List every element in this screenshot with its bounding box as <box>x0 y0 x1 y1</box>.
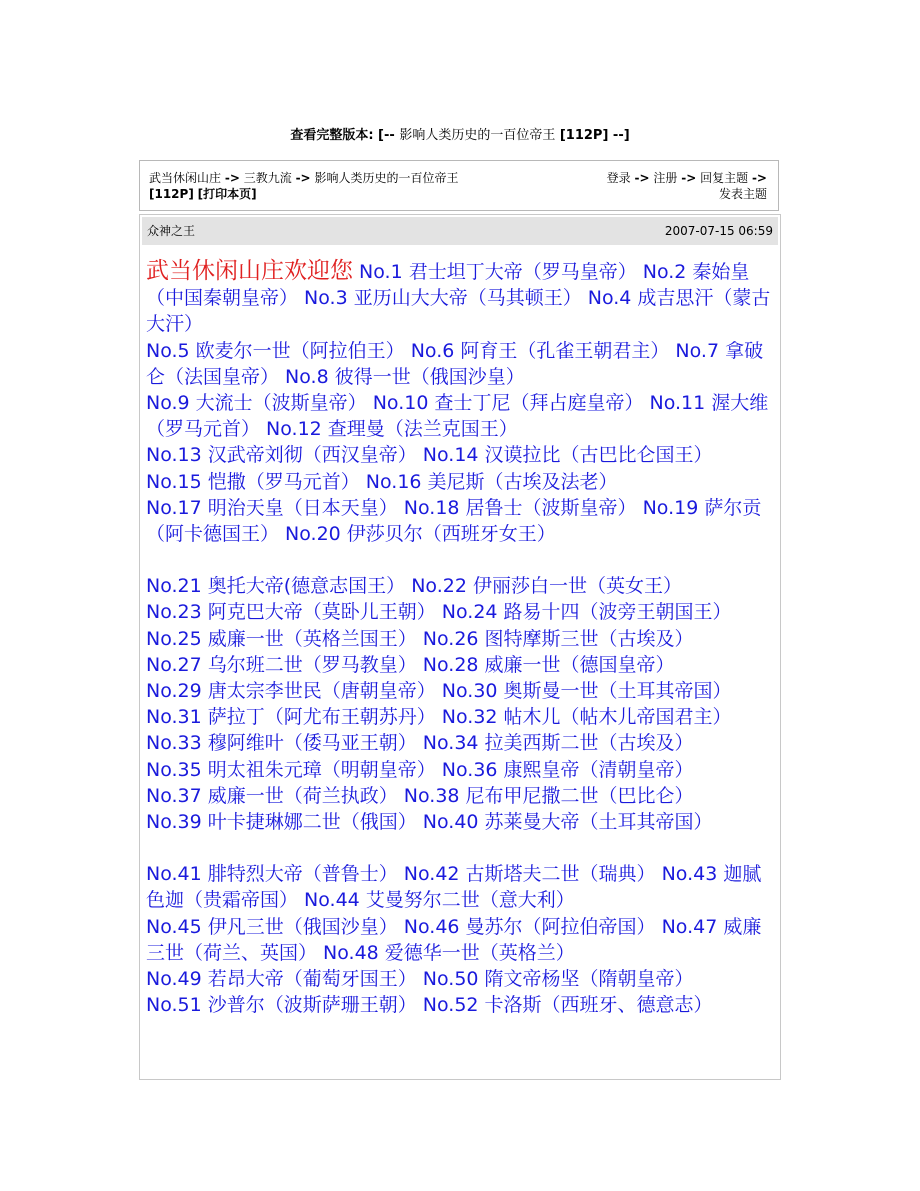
post-line: No.29 唐太宗李世民（唐朝皇帝） No.30 奥斯曼一世（土耳其帝国） No.31 萨拉丁（阿尤布王朝苏丹） No.32 帖木儿（帖木儿帝国君主） <box>146 680 732 729</box>
post-body <box>146 258 774 1018</box>
navigation-bar <box>139 160 779 211</box>
post-line: No.1 君士坦丁大帝（罗马皇帝） No.2 秦始皇（中国秦朝皇帝） No.3 亚历山大大帝（马其顿王） No.4 成吉思汗（蒙古大汗） <box>146 261 771 336</box>
action-separator: -> <box>681 171 697 185</box>
post-line: No.33 穆阿维叶（倭马亚王朝） No.34 拉美西斯二世（古埃及） <box>146 732 694 755</box>
post-line: No.27 乌尔班二世（罗马教皇） No.28 威廉一世（德国皇帝） <box>146 653 675 676</box>
breadcrumb-separator: -> <box>224 171 240 185</box>
register-link[interactable]: 注册 <box>653 171 678 185</box>
post-line: No.35 明太祖朱元璋（明朝皇帝） No.36 康熙皇帝（清朝皇帝） <box>146 758 694 781</box>
full-version-prefix: [-- <box>378 128 395 143</box>
post-line: No.17 明治天皇（日本天皇） No.18 居鲁士（波斯皇帝） No.19 萨尔贡（阿卡德国王） No.20 伊莎贝尔（西班牙女王） <box>146 496 762 546</box>
welcome-text: 武当休闲山庄欢迎您 <box>146 258 353 284</box>
reply-link[interactable]: 回复主题 <box>700 171 749 185</box>
full-version-suffix: [112P] --] <box>559 128 630 143</box>
action-separator: -> <box>751 171 767 185</box>
new-topic-link[interactable]: 发表主题 <box>718 187 767 201</box>
action-separator: -> <box>634 171 650 185</box>
post-paragraph <box>146 861 774 1018</box>
post-line: No.45 伊凡三世（俄国沙皇） No.46 曼苏尔（阿拉伯帝国） No.47 威廉三世（荷兰、英国） No.48 爱德华一世（英格兰） <box>146 915 762 964</box>
full-version-label: 查看完整版本: <box>290 128 374 143</box>
post-paragraph <box>146 573 774 835</box>
thread-title-link[interactable]: 影响人类历史的一百位帝王 <box>399 128 556 143</box>
post-date: 2007-07-15 06:59 <box>664 224 773 238</box>
breadcrumb <box>149 170 549 202</box>
post-line: No.15 恺撒（罗马元首） No.16 美尼斯（古埃及法老） <box>146 470 618 493</box>
paragraph-gap <box>146 835 774 861</box>
breadcrumb-forum-home[interactable]: 武当休闲山庄 <box>149 171 222 185</box>
post-line: No.13 汉武帝刘彻（西汉皇帝） No.14 汉谟拉比（古巴比仑国王） <box>146 444 713 467</box>
post-line: No.39 叶卡捷琳娜二世（俄国） No.40 苏莱曼大帝（土耳其帝国） <box>146 811 713 834</box>
post-line: No.21 奥托大帝(德意志国王） No.22 伊丽莎白一世（英女王） <box>146 575 682 598</box>
thread-tag: [112P] <box>149 187 194 201</box>
post-line: No.37 威廉一世（荷兰执政） No.38 尼布甲尼撒二世（巴比仑） <box>146 784 694 807</box>
post-line: No.9 大流士（波斯皇帝） No.10 查士丁尼（拜占庭皇帝） No.11 渥大维（罗马元首） No.12 查理曼（法兰克国王） <box>146 392 769 441</box>
breadcrumb-separator: -> <box>295 171 311 185</box>
post-line: No.5 欧麦尔一世（阿拉伯王） No.6 阿育王（孔雀王朝君主） No.7 拿破仑（法国皇帝） No.8 彼得一世（俄国沙皇） <box>146 339 764 388</box>
post-author: 众神之王 <box>147 224 196 238</box>
post-paragraph <box>146 258 774 547</box>
post-line: No.51 沙普尔（波斯萨珊王朝） No.52 卡洛斯（西班牙、德意志） <box>146 994 713 1017</box>
user-actions <box>567 170 767 202</box>
full-version-header <box>0 124 920 143</box>
paragraph-gap <box>146 547 774 573</box>
print-page-link[interactable]: [打印本页] <box>197 187 257 201</box>
post-header <box>142 217 778 245</box>
post-line: No.49 若昂大帝（葡萄牙国王） No.50 隋文帝杨坚（隋朝皇帝） <box>146 968 694 991</box>
breadcrumb-board[interactable]: 三教九流 <box>243 171 292 185</box>
post-line: No.41 腓特烈大帝（普鲁士） No.42 古斯塔夫二世（瑞典） No.43 迦腻色迦（贵霜帝国） No.44 艾曼努尔二世（意大利） <box>146 863 762 912</box>
post-container <box>139 214 781 1080</box>
post-line: No.25 威廉一世（英格兰国王） No.26 图特摩斯三世（古埃及） <box>146 627 694 650</box>
login-link[interactable]: 登录 <box>606 171 631 185</box>
post-line: No.23 阿克巴大帝（莫卧儿王朝） No.24 路易十四（波旁王朝国王） <box>146 601 732 624</box>
breadcrumb-thread[interactable]: 影响人类历史的一百位帝王 <box>314 171 459 185</box>
